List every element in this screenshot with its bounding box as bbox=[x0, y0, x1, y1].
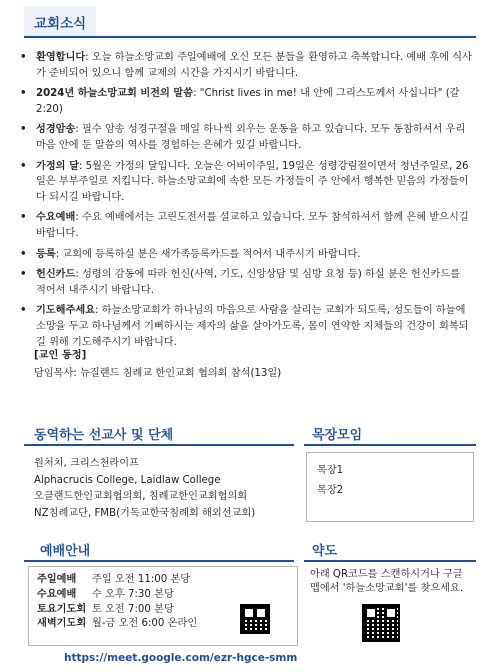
missions-line: 오클랜드한인교회협의회, 침례교한인교회협의회 bbox=[34, 491, 248, 502]
worship-time: 월-금 오전 6:00 온라인 bbox=[92, 618, 198, 630]
news-item-title: 성경암송 bbox=[36, 124, 76, 136]
small-group-item: 목장2 bbox=[317, 485, 344, 496]
news-item-title: 기도해주세요 bbox=[36, 305, 96, 317]
worship-row bbox=[37, 588, 289, 603]
news-item bbox=[20, 50, 472, 81]
news-item bbox=[20, 303, 472, 350]
worship-name: 수요예배 bbox=[37, 588, 77, 600]
worship-time: 수 오후 7:30 본당 bbox=[92, 588, 174, 600]
news-header-rule bbox=[24, 36, 476, 38]
worship-header: 예배안내 bbox=[40, 544, 91, 559]
news-item-title: 수요예배 bbox=[36, 212, 76, 224]
news-item bbox=[20, 159, 472, 206]
news-item-title: 환영합니다 bbox=[36, 52, 86, 63]
small-groups-header: 목장모임 bbox=[312, 428, 363, 443]
news-item bbox=[20, 267, 472, 298]
missions-line: 원처치, 크리스천라이프 bbox=[34, 458, 139, 469]
worship-name: 새벽기도회 bbox=[37, 618, 87, 630]
news-item-text: : 수요 예배에서는 고린도전서를 설교하고 있습니다. 모두 참석하셔서 함께 은혜 받으시길 바랍니다. bbox=[36, 212, 469, 239]
worship-time: 주일 오전 11:00 본당 bbox=[92, 574, 191, 585]
small-group-item: 목장1 bbox=[317, 465, 344, 476]
bullet-icon: • bbox=[20, 305, 27, 317]
news-item-text: : 성령의 감동에 따라 헌신(사역, 기도, 신앙상담 및 심방 요청 등) 하실 분은 헌신카드를 적어서 내주시기 바랍니다. bbox=[36, 269, 461, 296]
bullet-icon: • bbox=[20, 124, 27, 136]
missions-line: NZ침례교단, FMB(기독교한국침례회 해외선교회) bbox=[34, 507, 256, 519]
missions-box bbox=[28, 450, 298, 530]
small-groups-rule bbox=[304, 444, 476, 446]
bullet-icon: • bbox=[20, 248, 27, 260]
directions-text: 아래 QR코드를 스캔하시거나 구글맵에서 '하늘소망교회'를 찾으세요. bbox=[310, 569, 464, 594]
map-qr-code-icon[interactable] bbox=[362, 604, 400, 642]
directions-rule bbox=[304, 560, 476, 562]
members-news bbox=[34, 346, 474, 381]
missions-rule bbox=[24, 444, 294, 446]
news-item bbox=[20, 210, 472, 241]
news-item-text: : 오늘 하늘소망교회 주일예배에 오신 모든 분들을 환영하고 축복합니다. 예배 후에 식사가 준비되어 있으니 함께 교제의 시간을 가지시기 바랍니다. bbox=[36, 52, 472, 79]
news-item-text: : 5월은 가정의 달입니다. 오늘은 어버이주일, 19일은 성령강림절이면서 청년주일로, 26일은 부부주일로 지킵니다. 하늘소망교회에 속한 모든 가정들이 주 안에서 행복한 믿음의 가정들이 다 되시길 바랍니다. bbox=[36, 160, 469, 203]
news-item-text: : 하늘소망교회가 하나님의 마음으로 사람을 살리는 교회가 되도록, 성도들이 하늘에 소망을 두고 하나님께서 기뻐하시는 제자의 삶을 살아가도록, 몸이 연약한 지체들의 건강이 회복되길 위해 기도해주시기 바랍니다. bbox=[36, 305, 469, 348]
news-item bbox=[20, 86, 472, 117]
news-header-label: 교회소식 bbox=[24, 6, 96, 38]
worship-name: 주일예배 bbox=[37, 574, 77, 585]
news-item-title: 등록 bbox=[36, 248, 56, 260]
news-item-text: : "Christ lives in me! 내 안에 그리스도께서 사십니다" (갈 2:20) bbox=[36, 88, 460, 115]
meet-qr-code-icon[interactable] bbox=[240, 604, 270, 634]
news-item-title: 가정의 달 bbox=[36, 160, 79, 172]
news-item bbox=[20, 247, 472, 263]
news-item-text: : 교회에 등록하실 분은 새가족등록카드를 적어서 내주시기 바랍니다. bbox=[55, 248, 361, 260]
news-item-title: 헌신카드 bbox=[36, 269, 76, 281]
news-item-title: 2024년 하늘소망교회 비전의 말씀 bbox=[36, 88, 194, 100]
missions-line: Alphacrucis College, Laidlaw College bbox=[34, 474, 221, 486]
bullet-icon: • bbox=[20, 52, 27, 63]
bullet-icon: • bbox=[20, 160, 27, 172]
worship-rule bbox=[24, 560, 294, 562]
small-groups-box bbox=[306, 452, 474, 522]
news-item bbox=[20, 122, 472, 153]
bullet-icon: • bbox=[20, 88, 27, 100]
members-line: 담임목사: 뉴질랜드 침례교 한인교회 협의회 참석(13일) bbox=[34, 368, 282, 379]
news-item-text: : 필수 암송 성경구절을 매일 하나씩 외우는 운동을 하고 있습니다. 모두 동참하셔서 우리 마음 안에 둔 말씀의 역사를 경험하는 은혜가 있길 바랍니다. bbox=[36, 124, 466, 151]
news-list bbox=[20, 50, 472, 355]
worship-name: 토요기도회 bbox=[37, 603, 87, 615]
bullet-icon: • bbox=[20, 269, 27, 281]
missions-header: 동역하는 선교사 및 단체 bbox=[34, 428, 174, 443]
news-header bbox=[24, 6, 96, 38]
worship-time: 토 오전 7:00 본당 bbox=[92, 603, 174, 615]
directions-header: 약도 bbox=[312, 544, 338, 559]
members-header: [교인 동정] bbox=[34, 350, 87, 361]
bullet-icon: • bbox=[20, 212, 27, 224]
meet-link[interactable]: https://meet.google.com/ezr-hgce-smm bbox=[64, 652, 298, 664]
worship-row bbox=[37, 573, 289, 588]
